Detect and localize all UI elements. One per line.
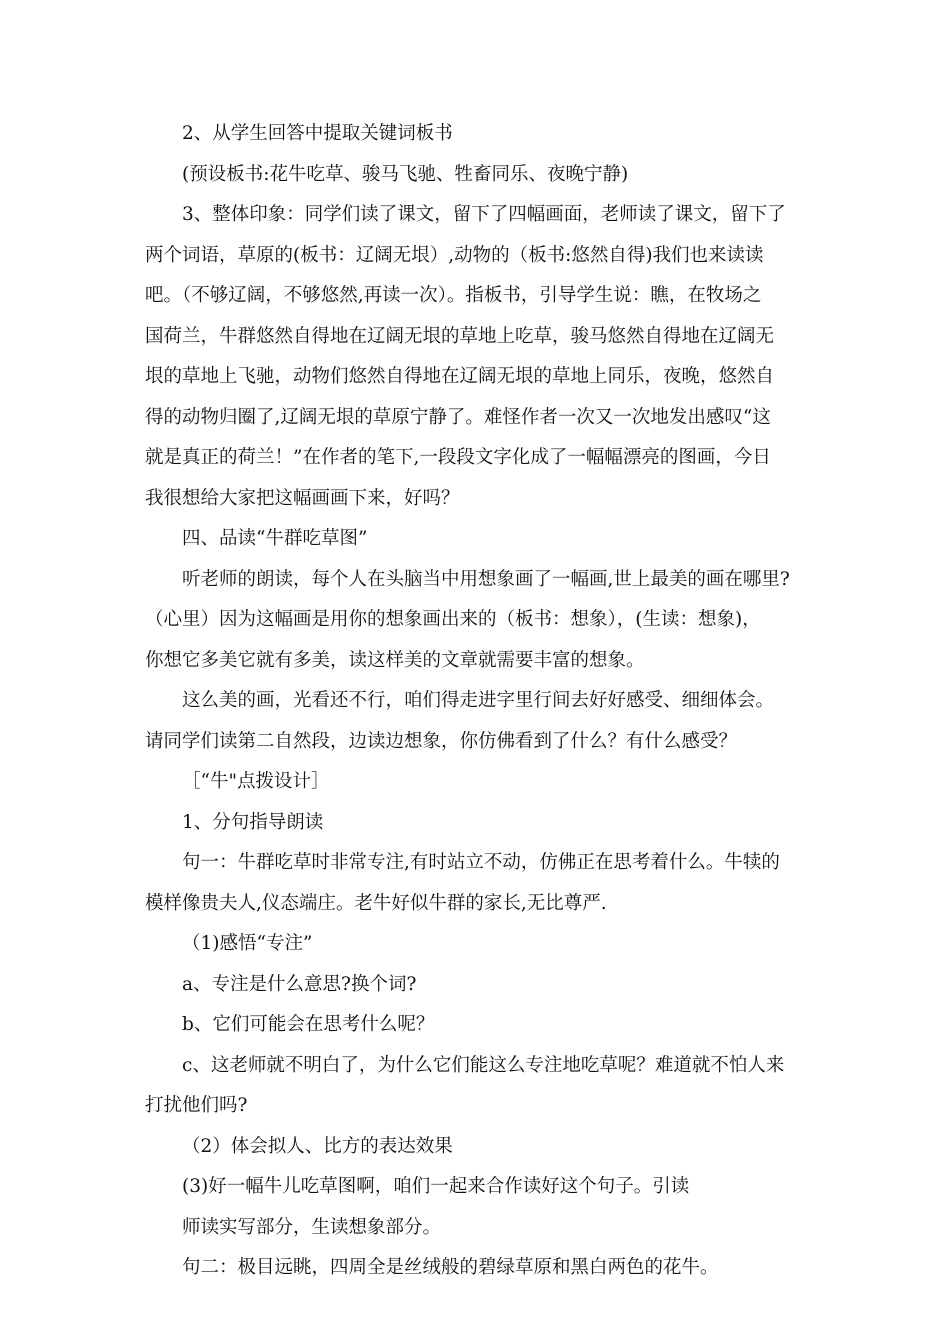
- text-line: 国荷兰，牛群悠然自得地在辽阔无垠的草地上吃草，骏马悠然自得地在辽阔无: [145, 326, 775, 347]
- text-line: 垠的草地上飞驰，动物们悠然自得地在辽阔无垠的草地上同乐，夜晚，悠然自: [145, 366, 775, 387]
- text-line: 这么美的画，光看还不行，咱们得走进字里行间去好好感受、细细体会。: [182, 690, 775, 711]
- text-line: 听老师的朗读，每个人在头脑当中用想象画了一幅画,世上最美的画在哪里?: [182, 569, 790, 590]
- text-line: (3)好一幅牛儿吃草图啊，咱们一起来合作读好这个句子。引读: [182, 1176, 690, 1197]
- text-line: 3、整体印象：同学们读了课文，留下了四幅画面，老师读了课文，留下了: [182, 204, 786, 225]
- section-heading: 四、品读“牛群吃草图”: [182, 528, 368, 549]
- text-line: b、它们可能会在思考什么呢？: [182, 1014, 435, 1035]
- text-line: 得的动物归圈了,辽阔无垠的草原宁静了。难怪作者一次又一次地发出感叹“这: [145, 407, 771, 428]
- text-line: 吧。（不够辽阔，不够悠然,再读一次）。指板书，引导学生说：瞧，在牧场之: [145, 285, 762, 306]
- text-line: （2）体会拟人、比方的表达效果: [182, 1136, 453, 1157]
- text-line: ［“牛"点拨设计］: [182, 771, 330, 792]
- text-line: 2、从学生回答中提取关键词板书: [182, 123, 453, 144]
- text-line: 就是真正的荷兰！”在作者的笔下,一段段文字化成了一幅幅漂亮的图画，今日: [145, 447, 771, 468]
- text-line: c、这老师就不明白了，为什么它们能这么专注地吃草呢？难道就不怕人来: [182, 1055, 785, 1076]
- text-line: a、专注是什么意思?换个词?: [182, 974, 417, 995]
- text-line: （心里）因为这幅画是用你的想象画出来的（板书：想象），(生读：想象)，: [145, 609, 761, 630]
- text-line: (预设板书:花牛吃草、骏马飞驰、牲畜同乐、夜晚宁静): [182, 164, 629, 185]
- text-line: 师读实写部分，生读想象部分。: [182, 1217, 442, 1238]
- text-line: 两个词语，草原的(板书：辽阔无垠）,动物的（板书:悠然自得)我们也来读读: [145, 245, 764, 266]
- text-line: 模样像贵夫人,仪态端庄。老牛好似牛群的家长,无比尊严.: [145, 893, 607, 914]
- text-line: 请同学们读第二自然段，边读边想象，你仿佛看到了什么？有什么感受？: [145, 731, 738, 752]
- text-line: 打扰他们吗?: [145, 1095, 248, 1116]
- text-line: 我很想给大家把这幅画画下来，好吗？: [145, 488, 460, 509]
- text-line: （1)感悟“专注”: [182, 933, 313, 954]
- text-line: 句一：牛群吃草时非常专注,有时站立不动，仿佛正在思考着什么。牛犊的: [182, 852, 780, 873]
- text-line: 句二：极目远眺，四周全是丝绒般的碧绿草原和黑白两色的花牛。: [182, 1257, 719, 1278]
- text-line: 1、分句指导朗读: [182, 812, 324, 833]
- text-line: 你想它多美它就有多美，读这样美的文章就需要丰富的想象。: [145, 650, 645, 671]
